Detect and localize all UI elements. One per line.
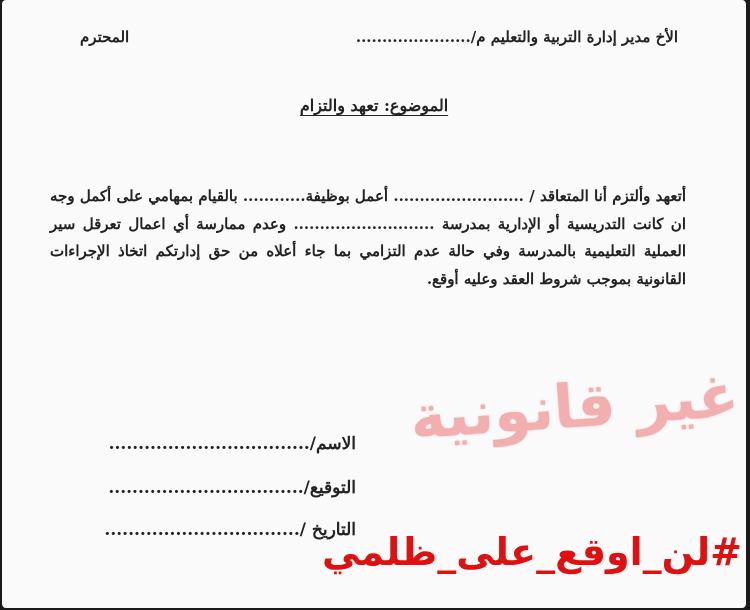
date-field: التاريخ /................................. [104, 520, 356, 540]
letter-header [62, 28, 678, 58]
hashtag-caption: #لن_اوقع_على_ظلمي [322, 530, 742, 574]
signature-field: التوقيع/................................. [108, 478, 356, 498]
name-field: الاسم/.................................. [108, 434, 356, 454]
subject-text: الموضوع: تعهد والتزام [299, 96, 449, 115]
document-page [2, 0, 746, 608]
salutation-respected: المحترم [80, 28, 130, 46]
subject-line [2, 96, 746, 115]
watermark-text: غير قانونية [407, 360, 742, 454]
pledge-body: أتعهد وألتزم أنا المتعاقد / ......................... أعمل بوظيفة............ بالقيام بمهامي على أكمل وجه ان كانت التدريسية أو الإدارية بمدرسة ........................... وعدم ممارسة أي اعمال تعرقل سير العملية التعليمية بالمدرسة وفي حالة عدم التزامي بما جاء أعلاه من حق إدارتكم اتخاذ الإجراءات القانونية بموجب شروط العقد وعليه أوقع. [50, 187, 686, 288]
addressee-line: الأخ مدير إدارة التربية والتعليم م/...................... [355, 28, 678, 46]
